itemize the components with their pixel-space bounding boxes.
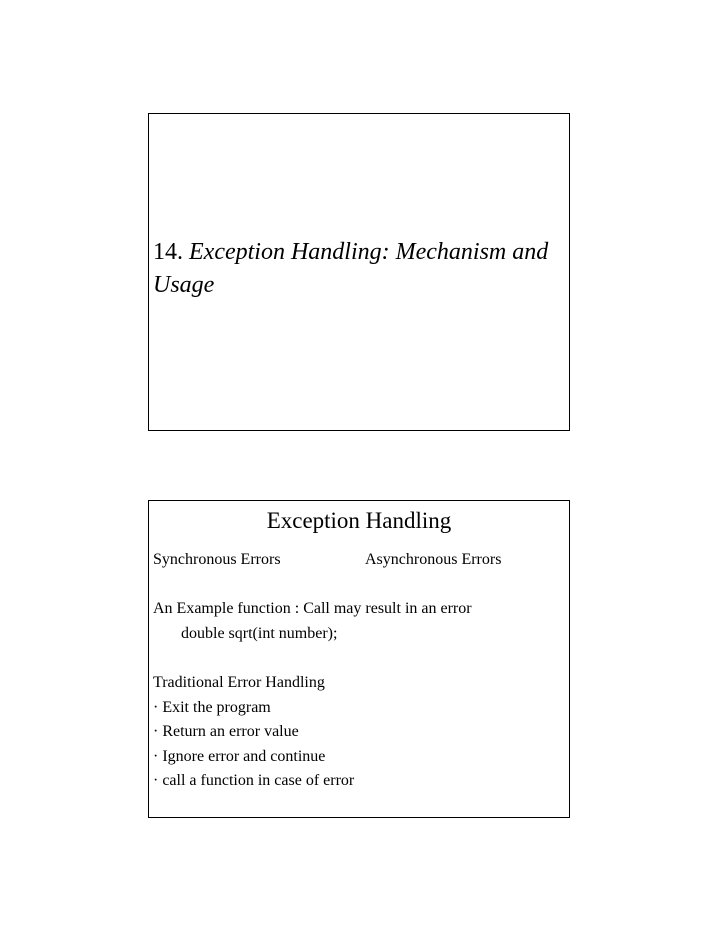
- bullet-item: · Exit the program: [153, 699, 271, 716]
- slide-heading: Exception Handling: [266, 508, 452, 533]
- bullet-item: · Ignore error and continue: [153, 748, 326, 765]
- content-slide: [148, 500, 570, 818]
- title-slide: [148, 113, 570, 431]
- error-type-synchronous: Synchronous Errors: [153, 551, 281, 568]
- example-code: double sqrt(int number);: [181, 625, 338, 642]
- bullet-item: · call a function in case of error: [153, 772, 355, 789]
- chapter-number: 14.: [153, 239, 183, 265]
- slide-title: [153, 236, 563, 302]
- example-heading: An Example function : Call may result in an error: [153, 600, 472, 617]
- chapter-title: Exception Handling: Mechanism and Usage: [153, 239, 549, 298]
- bullet-item: · Return an error value: [153, 723, 299, 740]
- error-type-asynchronous: Asynchronous Errors: [365, 551, 502, 568]
- traditional-heading: Traditional Error Handling: [153, 674, 325, 691]
